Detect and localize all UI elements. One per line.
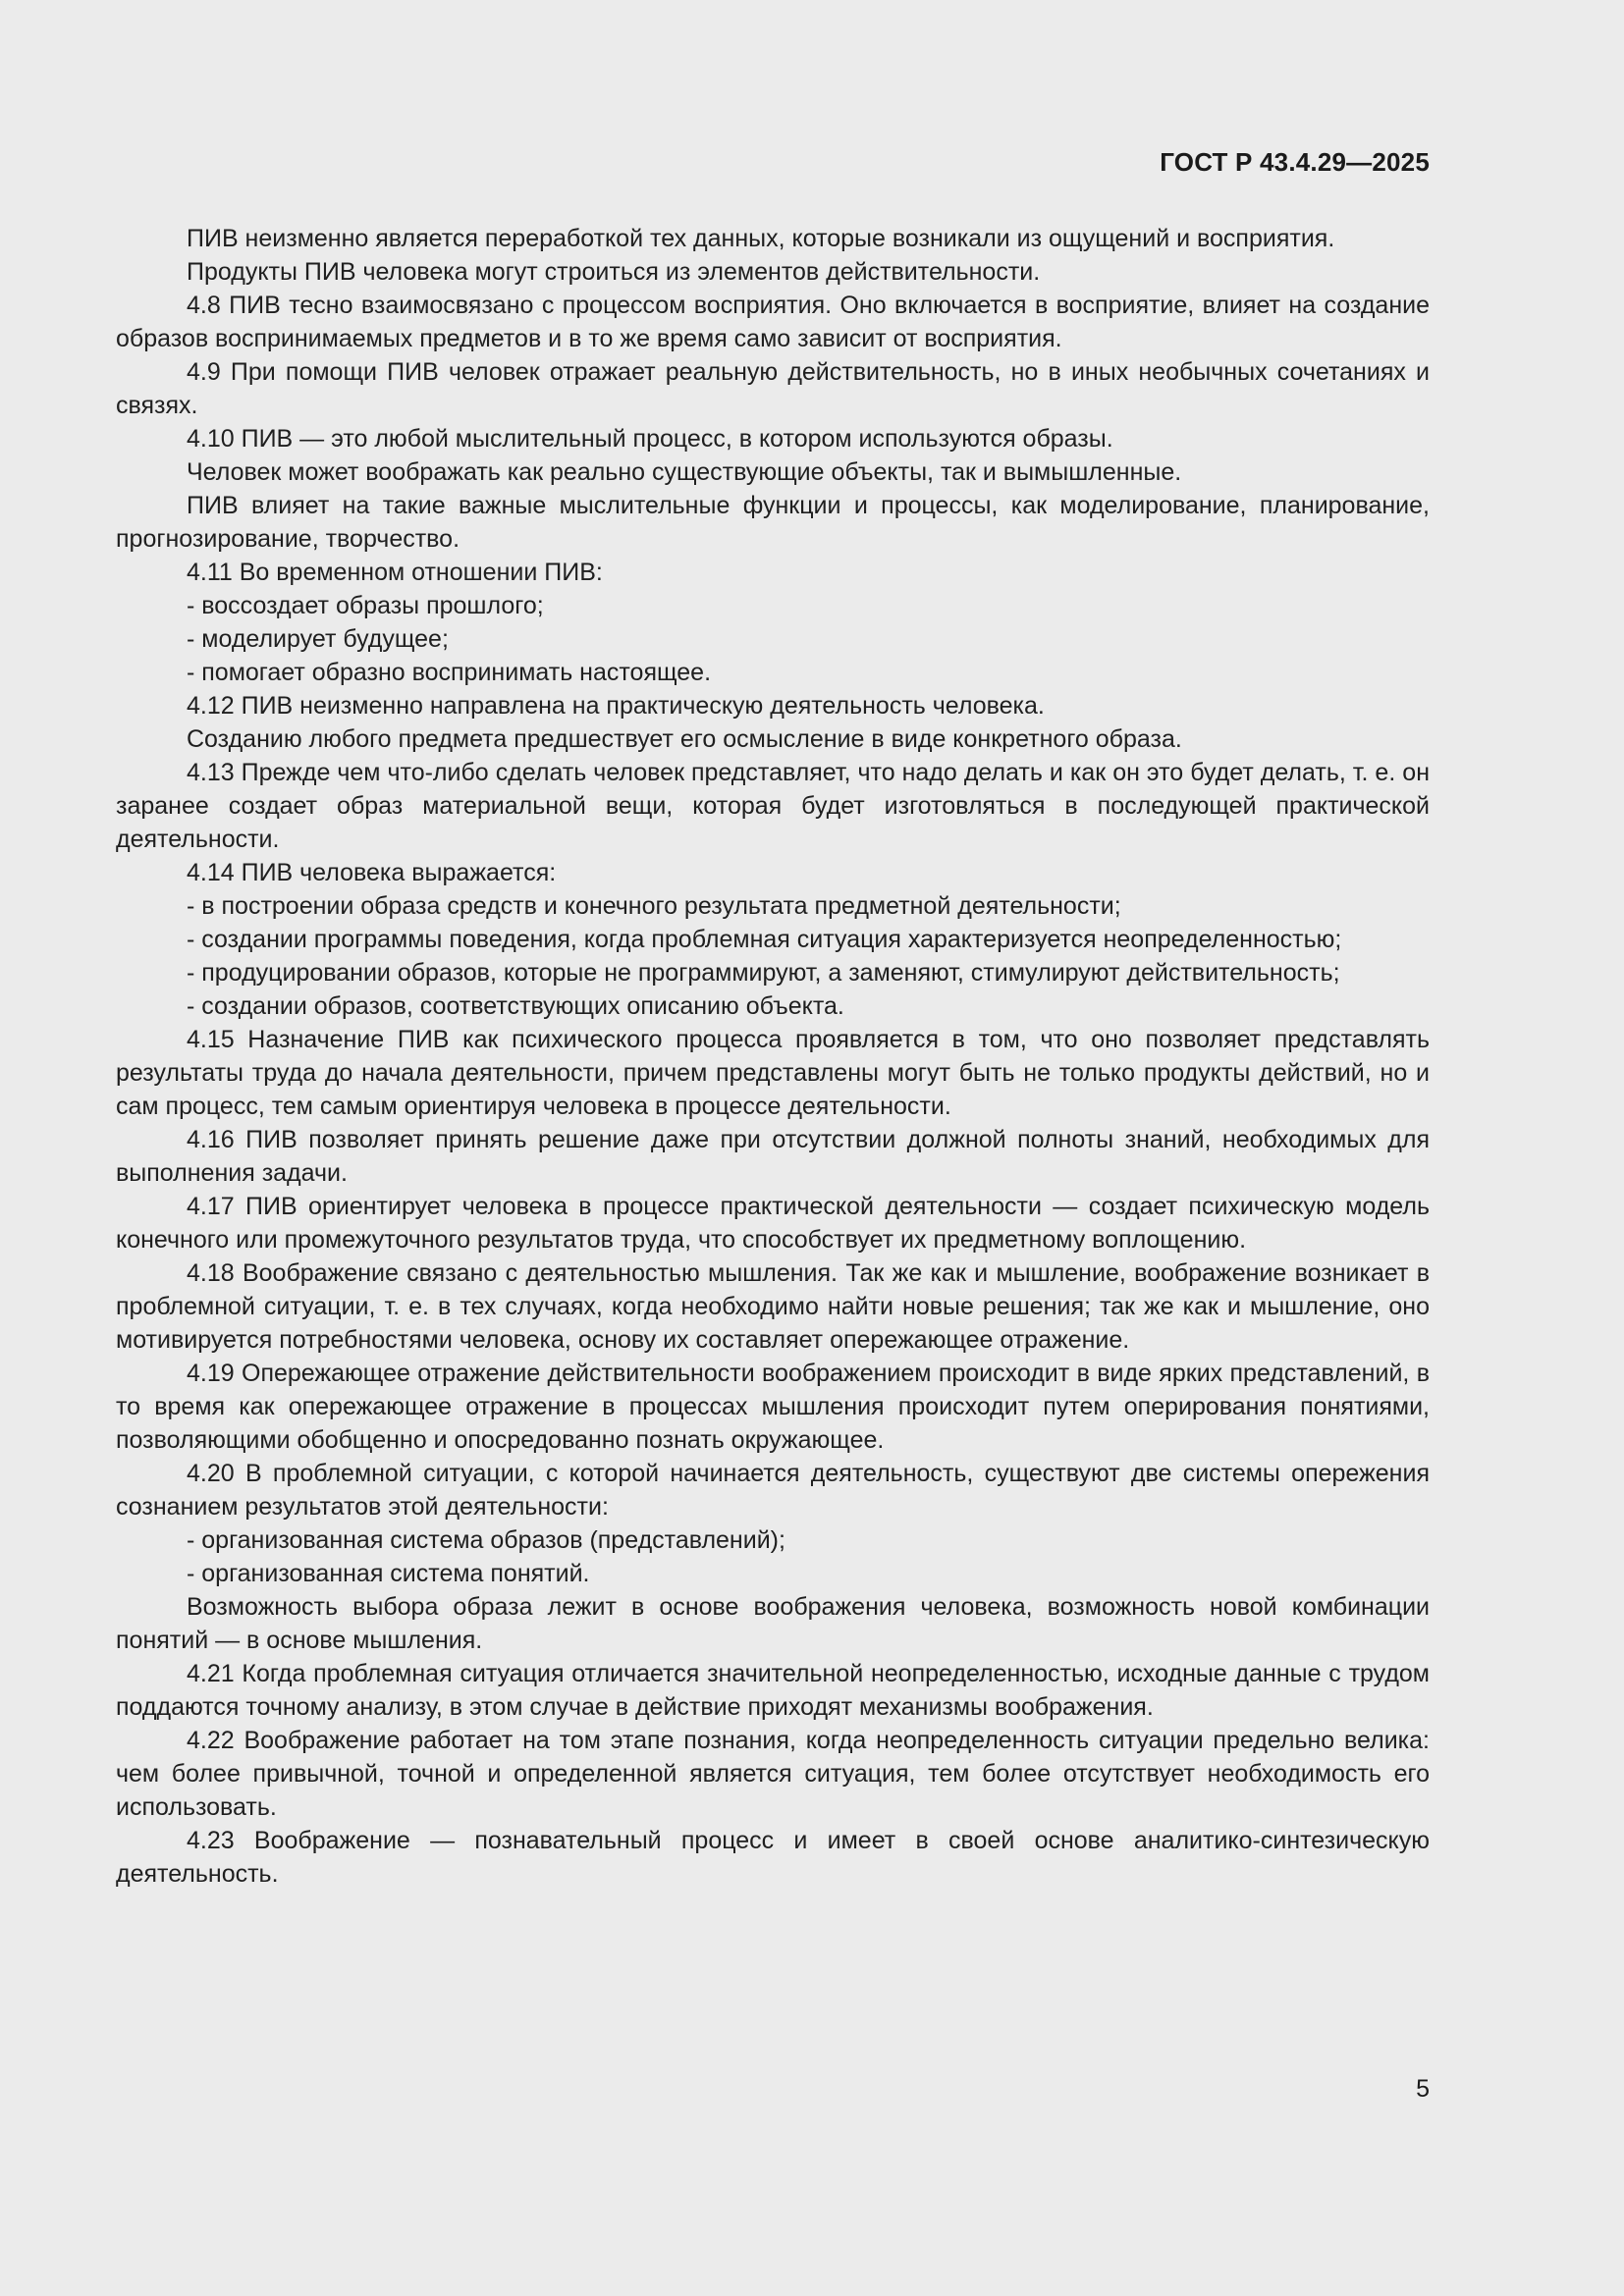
paragraph: 4.10 ПИВ — это любой мыслительный процесс, в котором используются образы. xyxy=(187,425,1113,453)
list-item: - создании образов, соответствующих описанию объекта. xyxy=(187,992,844,1020)
list-item: - моделирует будущее; xyxy=(187,625,449,653)
paragraph: 4.11 Во временном отношении ПИВ: xyxy=(187,559,603,586)
list-item: - в построении образа средств и конечного результата предметной деятельности; xyxy=(187,892,1121,920)
paragraph: 4.9 При помощи ПИВ человек отражает реальную действительность, но в иных необычных сочетаниях и связях. xyxy=(116,358,1430,419)
paragraph: 4.19 Опережающее отражение действительности воображением происходит в виде ярких представлений, в то время как опережающее отражение в процессах мышления происходит путем оперирования понятиями, позволяющими обобщенно и опосредованно познать окружающее. xyxy=(116,1360,1430,1454)
list-item: - создании программы поведения, когда проблемная ситуация характеризуется неопределенностью; xyxy=(187,926,1342,953)
paragraph: 4.12 ПИВ неизменно направлена на практическую деятельность человека. xyxy=(187,692,1045,720)
paragraph: 4.20 В проблемной ситуации, с которой начинается деятельность, существуют две системы опережения сознанием результатов этой деятельности: xyxy=(116,1460,1430,1521)
paragraph: ПИВ влияет на такие важные мыслительные функции и процессы, как моделирование, планирование, прогнозирование, творчество. xyxy=(116,492,1430,553)
list-item: - помогает образно воспринимать настоящее. xyxy=(187,659,712,686)
list-item: - воссоздает образы прошлого; xyxy=(187,592,544,619)
document-header: ГОСТ Р 43.4.29—2025 xyxy=(1160,147,1430,177)
list-item: - организованная система понятий. xyxy=(187,1560,590,1587)
paragraph: 4.13 Прежде чем что-либо сделать человек представляет, что надо делать и как он это будет делать, т. е. он заранее создает образ материальной вещи, которая будет изготовляться в последующей практической деятельности. xyxy=(116,759,1430,853)
paragraph: 4.23 Воображение — познавательный процесс и имеет в своей основе аналитико-синтезическую деятельность. xyxy=(116,1827,1430,1888)
document-body xyxy=(116,222,1430,1891)
paragraph: ПИВ неизменно является переработкой тех данных, которые возникали из ощущений и восприятия. xyxy=(187,225,1335,252)
list-item: - продуцировании образов, которые не программируют, а заменяют, стимулируют действительность; xyxy=(187,959,1340,987)
paragraph: 4.17 ПИВ ориентирует человека в процессе практической деятельности — создает психическую модель конечного или промежуточного результатов труда, что способствует их предметному воплощению. xyxy=(116,1193,1430,1254)
paragraph: 4.15 Назначение ПИВ как психического процесса проявляется в том, что оно позволяет представлять результаты труда до начала деятельности, причем представлены могут быть не только продукты действий, но и сам процесс, тем самым ориентируя человека в процессе деятельности. xyxy=(116,1026,1430,1120)
page-number: 5 xyxy=(1416,2075,1430,2103)
paragraph: Человек может воображать как реально существующие объекты, так и вымышленные. xyxy=(187,458,1182,486)
paragraph: 4.21 Когда проблемная ситуация отличается значительной неопределенностью, исходные данные с трудом поддаются точному анализу, в этом случае в действие приходят механизмы воображения. xyxy=(116,1660,1430,1721)
paragraph: Продукты ПИВ человека могут строиться из элементов действительности. xyxy=(187,258,1041,286)
paragraph: 4.18 Воображение связано с деятельностью мышления. Так же как и мышление, воображение возникает в проблемной ситуации, т. е. в тех случаях, когда необходимо найти новые решения; так же как и мышление, оно мотивируется потребностями человека, основу их составляет опережающее отражение. xyxy=(116,1259,1430,1354)
paragraph: 4.22 Воображение работает на том этапе познания, когда неопределенность ситуации предельно велика: чем более привычной, точной и определенной является ситуация, тем более отсутствует необходимость его использовать. xyxy=(116,1727,1430,1821)
paragraph: Возможность выбора образа лежит в основе воображения человека, возможность новой комбинации понятий — в основе мышления. xyxy=(116,1593,1430,1654)
list-item: - организованная система образов (представлений); xyxy=(187,1526,785,1554)
paragraph: 4.16 ПИВ позволяет принять решение даже при отсутствии должной полноты знаний, необходимых для выполнения задачи. xyxy=(116,1126,1430,1187)
paragraph: 4.8 ПИВ тесно взаимосвязано с процессом восприятия. Оно включается в восприятие, влияет на создание образов воспринимаемых предметов и в то же время само зависит от восприятия. xyxy=(116,292,1430,352)
paragraph: Созданию любого предмета предшествует его осмысление в виде конкретного образа. xyxy=(187,725,1182,753)
paragraph: 4.14 ПИВ человека выражается: xyxy=(187,859,557,886)
